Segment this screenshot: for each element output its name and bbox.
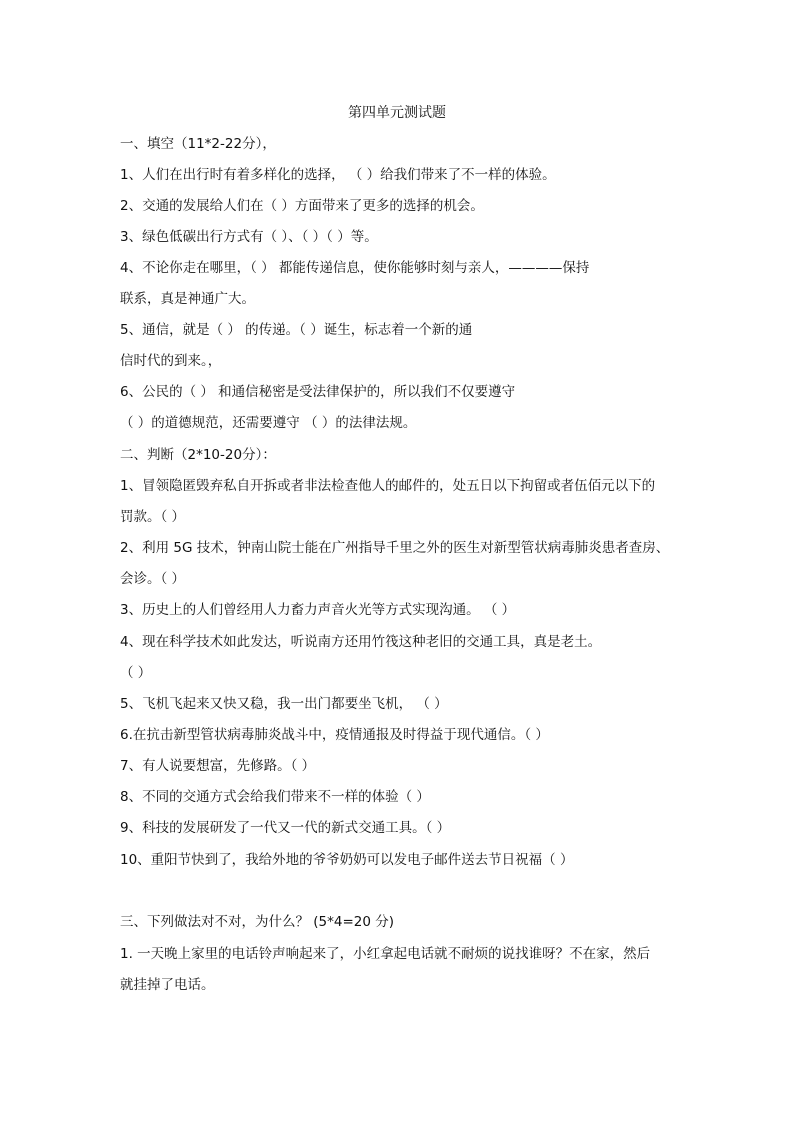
judge-line-5: 5、飞机飞起来又快又稳，我一出门都要坐飞机， （ ） xyxy=(120,696,448,712)
fill-line-5: 5、通信，就是（ ） 的传递。（ ）诞生，标志着一个新的通 xyxy=(120,322,473,338)
judge-line-6: 6.在抗击新型管状病毒肺炎战斗中，疫情通报及时得益于现代通信。（ ） xyxy=(120,727,549,743)
fill-line-6-cont: （ ）的道德规范，还需要遵守 （ ）的法律法规。 xyxy=(120,415,417,431)
judge-line-2-cont: 会诊。（ ） xyxy=(120,571,186,587)
question-line-1: 1. 一天晚上家里的电话铃声响起来了，小红拿起电话就不耐烦的说找谁呀？不在家，然后 xyxy=(120,946,651,962)
judge-line-1-cont: 罚款。（ ） xyxy=(120,509,186,525)
section-1-heading: 一、填空（11*2-22分）， xyxy=(120,136,276,152)
question-line-1-cont: 就挂掉了电话。 xyxy=(120,977,215,993)
judge-line-8: 8、不同的交通方式会给我们带来不一样的体验（ ） xyxy=(120,789,430,805)
fill-line-2: 2、交通的发展给人们在（ ）方面带来了更多的选择的机会。 xyxy=(120,198,484,214)
judge-line-7: 7、有人说要想富，先修路。（ ） xyxy=(120,758,316,774)
judge-line-9: 9、科技的发展研发了一代又一代的新式交通工具。（ ） xyxy=(120,820,451,836)
judge-line-4: 4、现在科学技术如此发达，听说南方还用竹筏这种老旧的交通工具，真是老土。 xyxy=(120,634,602,650)
judge-line-3: 3、历史上的人们曾经用人力畜力声音火光等方式实现沟通。 （ ） xyxy=(120,602,516,618)
judge-line-1: 1、冒领隐匿毁弃私自开拆或者非法检查他人的邮件的，处五日以下拘留或者伍佰元以下的 xyxy=(120,478,656,494)
section-3-heading: 三、下列做法对不对，为什么？ (5*4=20 分) xyxy=(120,914,395,930)
fill-line-4-cont: 联系，真是神通广大。 xyxy=(120,291,255,307)
page-title: 第四单元测试题 xyxy=(348,105,446,121)
fill-line-5-cont: 信时代的到来。， xyxy=(120,353,222,369)
judge-line-2: 2、利用 5G 技术，钟南山院士能在广州指导千里之外的医生对新型管状病毒肺炎患者查房、 xyxy=(120,540,670,556)
fill-line-3: 3、绿色低碳出行方式有（ ）、（ ）（ ）等。 xyxy=(120,229,378,245)
judge-line-10: 10、重阳节快到了，我给外地的爷爷奶奶可以发电子邮件送去节日祝福（ ） xyxy=(120,852,574,868)
fill-line-1: 1、人们在出行时有着多样化的选择， （ ）给我们带来了不一样的体验。 xyxy=(120,167,556,183)
fill-line-4: 4、不论你走在哪里，（ ） 都能传递信息，使你能够时刻与亲人，————保持 xyxy=(120,260,590,276)
judge-line-4-cont: （ ） xyxy=(120,665,152,681)
section-2-heading: 二、判断（2*10-20分）： xyxy=(120,447,276,463)
fill-line-6: 6、公民的（ ） 和通信秘密是受法律保护的，所以我们不仅要遵守 xyxy=(120,384,516,400)
